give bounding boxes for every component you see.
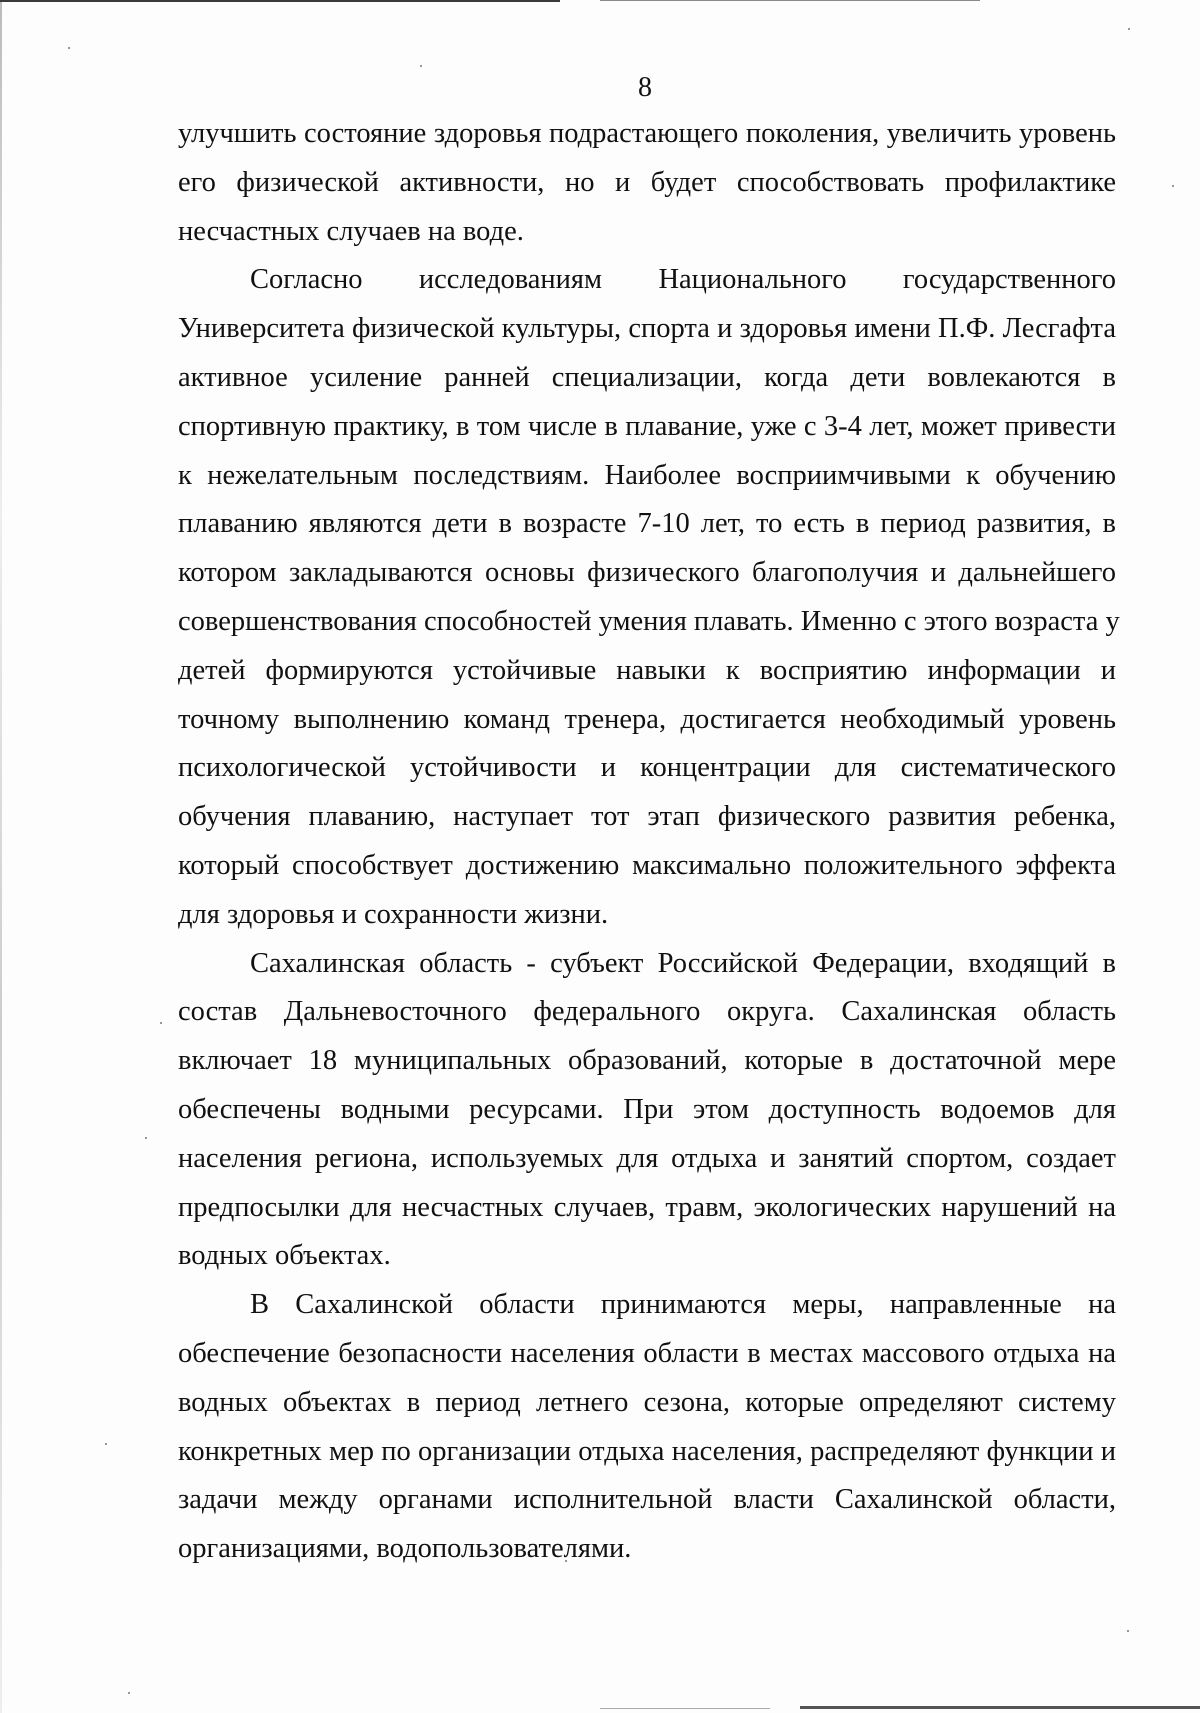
text-line: организациями, водопользователями. <box>178 1533 632 1565</box>
text-line: Согласно исследованиям Национального государственного <box>250 264 1116 296</box>
document-body <box>178 110 1120 1574</box>
text-line: котором закладываются основы физического благополучия и дальнейшего <box>178 557 1116 589</box>
text-line: водных объектах. <box>178 1240 391 1272</box>
text-line: активное усиление ранней специализации, когда дети вовлекаются в <box>178 361 1116 393</box>
text-line: несчастных случаев на воде. <box>178 215 524 247</box>
scan-speck <box>68 47 70 49</box>
text-line: водных объектах в период летнего сезона, которые определяют систему <box>178 1386 1116 1418</box>
text-line: который способствует достижению максимально положительного эффекта <box>178 849 1116 881</box>
text-line: психологической устойчивости и концентрации для систематического <box>178 752 1116 784</box>
scan-speck <box>420 65 422 67</box>
text-line: точному выполнению команд тренера, достигается необходимый уровень <box>178 703 1116 735</box>
text-line: обучения плаванию, наступает тот этап физического развития ребенка, <box>178 801 1116 833</box>
scan-speck <box>105 1443 107 1445</box>
text-line: обеспечение безопасности населения области в местах массового отдыха на <box>178 1337 1116 1369</box>
text-line: совершенствования способностей умения плавать. Именно с этого возраста у <box>178 605 1120 637</box>
paragraph <box>178 256 1120 939</box>
scan-left-edge <box>0 0 2 1713</box>
text-line: В Сахалинской области принимаются меры, направленные на <box>250 1289 1116 1321</box>
scan-speck <box>1127 1630 1129 1632</box>
scan-artifact-bottom-line <box>800 1706 1200 1709</box>
text-line: состав Дальневосточного федерального округа. Сахалинская область <box>178 996 1116 1028</box>
text-line: задачи между органами исполнительной власти Сахалинской области, <box>178 1484 1116 1516</box>
paragraph <box>178 940 1116 1282</box>
scan-artifact-top-line-faint <box>600 0 980 1</box>
text-line: Сахалинская область - субъект Российской Федерации, входящий в <box>250 947 1116 979</box>
scan-speck <box>1172 185 1174 187</box>
text-line: к нежелательным последствиям. Наиболее восприимчивыми к обучению <box>178 459 1116 491</box>
text-line: улучшить состояние здоровья подрастающего поколения, увеличить уровень <box>178 118 1116 149</box>
scan-speck <box>160 1022 162 1024</box>
text-line: плаванию являются дети в возрасте 7-10 лет, то есть в период развития, в <box>178 508 1116 540</box>
text-line: его физической активности, но и будет способствовать профилактике <box>178 166 1116 198</box>
text-line: населения региона, используемых для отдыха и занятий спортом, создает <box>178 1142 1116 1174</box>
scan-speck <box>145 1137 147 1139</box>
text-line: Университета физической культуры, спорта и здоровья имени П.Ф. Лесгафта <box>178 313 1116 345</box>
scan-speck <box>128 1692 130 1694</box>
text-line: спортивную практику, в том числе в плавание, уже с 3-4 лет, может привести <box>178 410 1116 442</box>
scan-speck <box>1128 28 1130 30</box>
text-line: для здоровья и сохранности жизни. <box>178 898 609 930</box>
paragraph <box>178 110 1116 256</box>
scan-artifact-bottom-line-faint <box>600 1708 770 1709</box>
page-number: 8 <box>638 72 652 103</box>
text-line: обеспечены водными ресурсами. При этом доступность водоемов для <box>178 1093 1116 1125</box>
text-line: конкретных мер по организации отдыха населения, распределяют функции и <box>178 1435 1116 1467</box>
text-line: предпосылки для несчастных случаев, травм, экологических нарушений на <box>178 1191 1116 1223</box>
scan-artifact-top-line <box>0 0 560 2</box>
text-line: детей формируются устойчивые навыки к восприятию информации и <box>178 654 1116 686</box>
text-line: включает 18 муниципальных образований, которые в достаточной мере <box>178 1045 1116 1077</box>
paragraph <box>178 1281 1116 1574</box>
